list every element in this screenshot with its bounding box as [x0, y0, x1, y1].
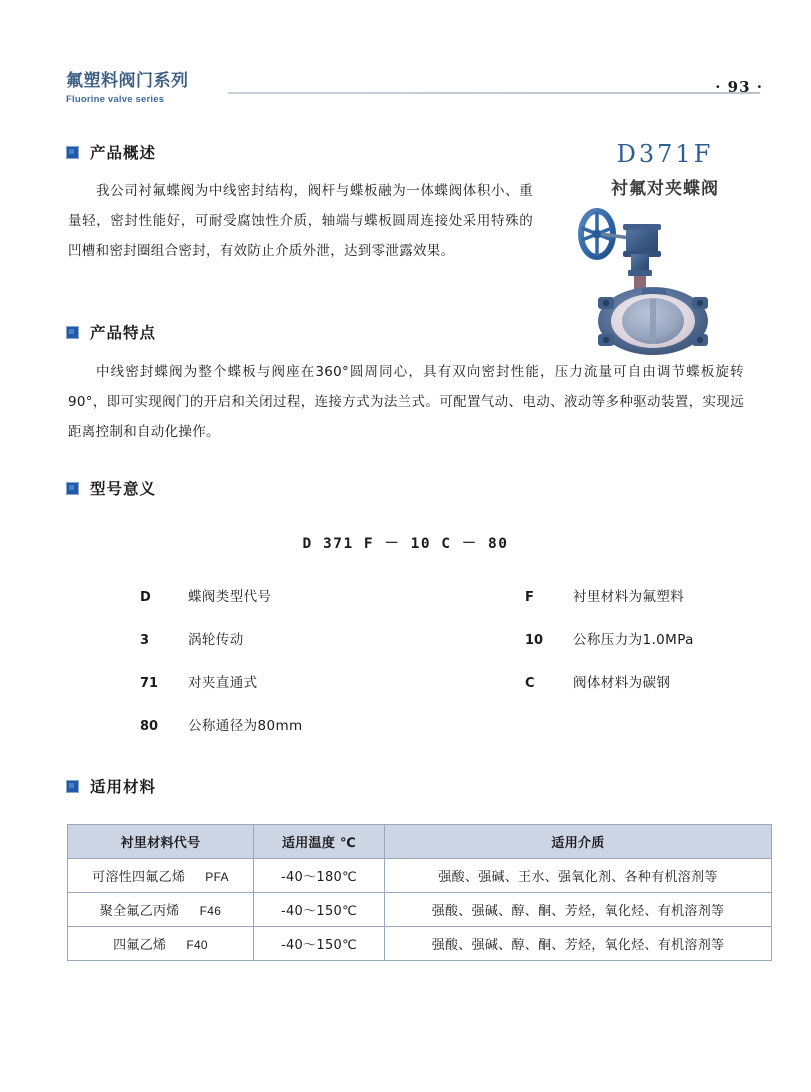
page-number: · 93 · — [715, 78, 763, 96]
section-title-features: 产品特点 — [90, 324, 157, 342]
legend-key: 80 — [140, 719, 159, 734]
legend-value: 公称压力为1.0MPa — [573, 632, 694, 648]
column-header-temperature: 适用温度 ℃ — [254, 825, 385, 859]
cell-media: 强酸、强碱、王水、强氧化剂、各种有机溶剂等 — [385, 859, 772, 893]
legend-key: 10 — [525, 633, 544, 648]
model-code-line: D 371 F － 10 C － 80 — [302, 536, 509, 552]
section-heading-features — [66, 321, 156, 343]
section-marker-icon — [66, 482, 79, 495]
brand-block — [66, 72, 326, 105]
legend-entry — [525, 585, 684, 605]
butterfly-valve-illustration — [568, 198, 768, 358]
section-marker-icon — [66, 146, 79, 159]
product-title-block — [555, 140, 775, 199]
legend-key: 71 — [140, 676, 159, 691]
legend-entry — [140, 628, 525, 648]
section-marker-icon — [66, 780, 79, 793]
cell-material-code — [68, 859, 254, 893]
brand-title-en: Fluorine valve series — [66, 93, 165, 105]
cell-temperature: -40～150℃ — [254, 927, 385, 961]
legend-value: 蝶阀类型代号 — [188, 589, 272, 605]
table-row — [68, 893, 772, 927]
material-abbr: PFA — [205, 870, 229, 884]
table-row — [68, 859, 772, 893]
cell-material-code — [68, 927, 254, 961]
table-row — [68, 927, 772, 961]
material-name: 四氟乙烯 — [113, 938, 167, 953]
legend-key: C — [525, 676, 535, 691]
section-heading-overview — [66, 141, 156, 163]
material-abbr: F46 — [199, 904, 222, 918]
product-name: 衬氟对夹蝶阀 — [611, 179, 719, 199]
cell-material-code — [68, 893, 254, 927]
section-title-overview: 产品概述 — [90, 144, 157, 162]
material-name: 聚全氟乙丙烯 — [99, 904, 180, 919]
legend-key: F — [525, 590, 534, 605]
cell-media: 强酸、强碱、醇、酮、芳烃，氧化烃、有机溶剂等 — [385, 893, 772, 927]
page-header — [0, 60, 811, 110]
material-name: 可溶性四氟乙烯 — [92, 870, 186, 885]
legend-value: 阀体材料为碳钢 — [573, 675, 671, 691]
legend-key: 3 — [140, 633, 150, 648]
column-header-media: 适用介质 — [385, 825, 772, 859]
legend-value: 对夹直通式 — [188, 675, 258, 691]
legend-row — [140, 585, 760, 628]
section-heading-materials — [66, 775, 156, 797]
legend-value: 衬里材料为氟塑料 — [573, 589, 685, 605]
legend-entry — [140, 585, 525, 605]
applicable-materials-table — [67, 824, 772, 961]
cell-media: 强酸、强碱、醇、酮、芳烃，氧化烃、有机溶剂等 — [385, 927, 772, 961]
section-title-model-meaning: 型号意义 — [90, 480, 157, 498]
section-marker-icon — [66, 326, 79, 339]
material-abbr: F40 — [186, 938, 208, 952]
column-header-material-code: 衬里材料代号 — [68, 825, 254, 859]
gearbox-icon — [623, 224, 661, 295]
legend-entry — [140, 671, 525, 691]
model-legend — [140, 585, 760, 757]
table-header-row — [68, 825, 772, 859]
cell-temperature: -40～180℃ — [254, 859, 385, 893]
legend-entry — [140, 714, 525, 734]
legend-row — [140, 714, 760, 757]
product-code: D371F — [616, 140, 714, 168]
legend-entry — [525, 628, 694, 648]
legend-value: 涡轮传动 — [188, 632, 244, 648]
section-heading-model-meaning — [66, 477, 156, 499]
legend-value: 公称通径为80mm — [188, 718, 303, 734]
legend-row — [140, 671, 760, 714]
legend-row — [140, 628, 760, 671]
brand-title-cn: 氟塑料阀门系列 — [66, 71, 189, 91]
legend-entry — [525, 671, 670, 691]
header-divider-rule — [228, 92, 760, 94]
legend-key: D — [140, 590, 151, 605]
valve-body — [598, 287, 708, 355]
paragraph-features: 中线密封蝶阀为整个蝶板与阀座在360°圆周同心，具有双向密封性能，压力流量可自由调节蝶板旋转90°，即可实现阀门的开启和关闭过程，连接方式为法兰式。可配置气动、电动、液动等多种驱动装置，实现远距离控制和自动化操作。 — [68, 364, 744, 440]
section-title-materials: 适用材料 — [90, 778, 157, 796]
paragraph-overview: 我公司衬氟蝶阀为中线密封结构，阀杆与蝶板融为一体蝶阀体积小、重量轻，密封性能好，可耐受腐蚀性介质，轴端与蝶板圆周连接处采用特殊的凹槽和密封圈组合密封，有效防止介质外泄，达到零泄露效果。 — [68, 183, 533, 259]
cell-temperature: -40～150℃ — [254, 893, 385, 927]
